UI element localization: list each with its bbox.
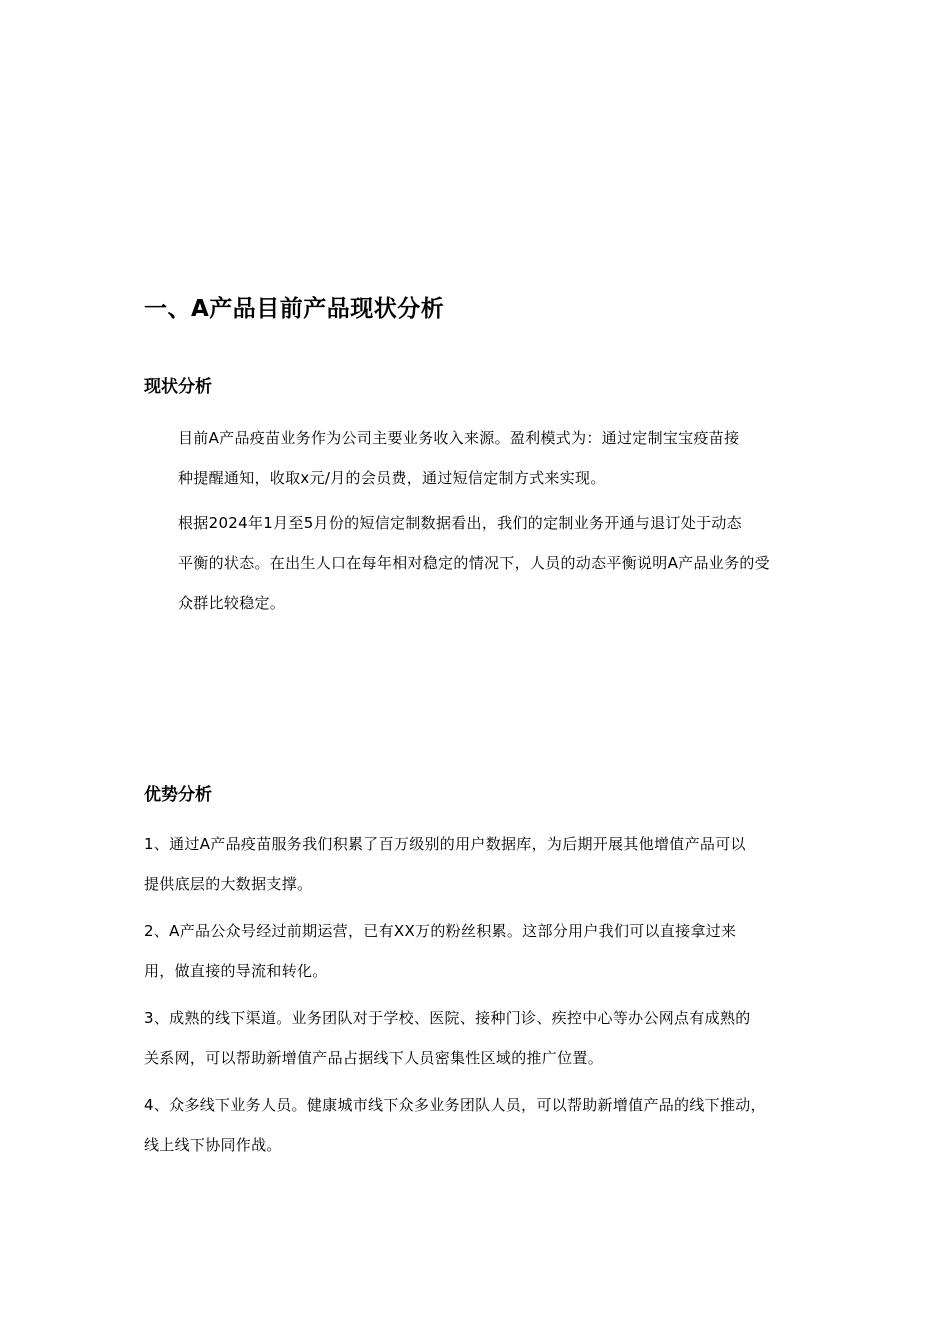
page-title: 一、A产品目前产品现状分析 xyxy=(144,296,445,322)
text-line: 众群比较稳定。 xyxy=(178,594,286,612)
advantage-item-2 xyxy=(144,911,816,991)
paragraph-status-1 xyxy=(144,418,816,498)
section-title-status: 现状分析 xyxy=(144,377,212,397)
text-line: 1、通过A产品疫苗服务我们积累了百万级别的用户数据库，为后期开展其他增值产品可以 xyxy=(144,835,746,853)
text-line: 2、A产品公众号经过前期运营，已有XX万的粉丝积累。这部分用户我们可以直接拿过来 xyxy=(144,922,737,940)
text-line: 用，做直接的导流和转化。 xyxy=(144,962,328,980)
text-line: 提供底层的大数据支撑。 xyxy=(144,875,313,893)
text-line: 种提醒通知，收取x元/月的会员费，通过短信定制方式来实现。 xyxy=(178,469,606,487)
section-title-advantages: 优势分析 xyxy=(144,785,212,805)
text-line: 4、众多线下业务人员。健康城市线下众多业务团队人员，可以帮助新增值产品的线下推动， xyxy=(144,1096,766,1114)
text-line: 3、成熟的线下渠道。业务团队对于学校、医院、接种门诊、疾控中心等办公网点有成熟的 xyxy=(144,1009,751,1027)
text-line: 根据2024年1月至5月份的短信定制数据看出，我们的定制业务开通与退订处于动态 xyxy=(178,514,742,532)
text-line: 目前A产品疫苗业务作为公司主要业务收入来源。盈利模式为：通过定制宝宝疫苗接 xyxy=(178,429,740,447)
text-line: 平衡的状态。在出生人口在每年相对稳定的情况下，人员的动态平衡说明A产品业务的受 xyxy=(178,554,770,572)
advantage-item-1 xyxy=(144,824,816,904)
text-line: 关系网，可以帮助新增值产品占据线下人员密集性区域的推广位置。 xyxy=(144,1049,604,1067)
paragraph-status-2 xyxy=(144,503,816,623)
advantage-item-4 xyxy=(144,1085,816,1165)
advantage-item-3 xyxy=(144,998,816,1078)
text-line: 线上线下协同作战。 xyxy=(144,1136,282,1154)
